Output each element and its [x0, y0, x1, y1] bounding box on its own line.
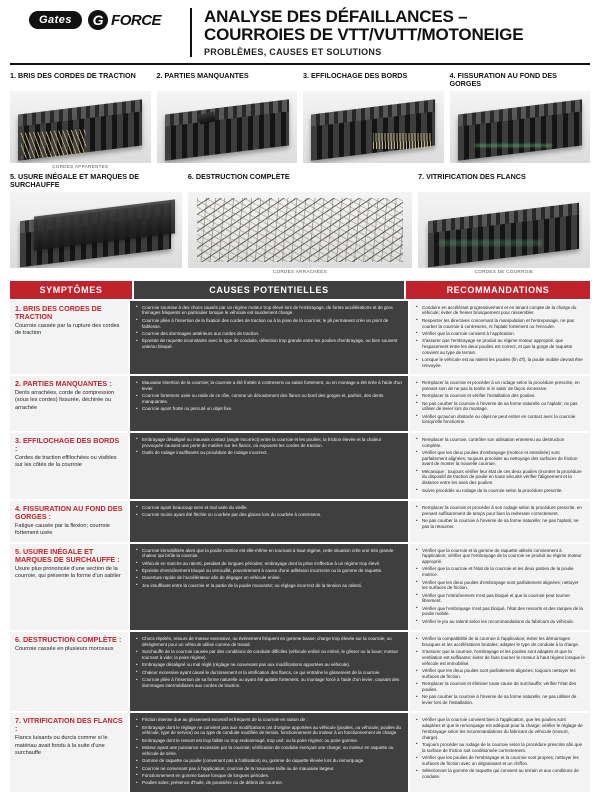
cell-recommendations: [410, 544, 590, 631]
cell-causes: [130, 376, 408, 431]
recommendation-item: • S'assurer que l'embrayage se produit au régime moteur approprié, que l'espacement entre les deux poulies est correct, et que la gorge de raquette convient au type de terrain.: [422, 338, 585, 355]
figure-5-number: 5.: [10, 171, 16, 181]
cause-item: • Épreinte d'entraînement bloqué ou verrouillé, pouvoirement à cause d'une adhésion incorrecte ou la gomme de raquette.: [142, 568, 403, 574]
symptom-description: Dents arrachées, corde de compression (sous les cordes) fissurée, déchirée ou arrachée: [15, 390, 115, 411]
figure-2-caption: [157, 72, 298, 89]
figure-6-title: DESTRUCTION COMPLÈTE: [195, 171, 290, 181]
cell-recommendations: [410, 501, 590, 542]
figure-1-caption: [10, 72, 151, 89]
recommendation-item: • S'assurer que la courroie, l'embrayage et les poulies sont adaptés et que la ventilation est suffisante; éviter de faire tourner le moteur à haut régime lorsque le véhicule est immobilisé.: [422, 649, 585, 666]
cause-item: • Ouverture rapide de l'accélérateur afin de dégager un véhicule enlisé.: [142, 575, 403, 581]
poster-header: [10, 8, 590, 65]
symptom-description: Cordes de traction effilochées ou visibles sur les côtés de la courroie: [15, 454, 117, 469]
cell-causes: [130, 501, 408, 542]
recommendation-item: • Remplacer la courroie, contrôler son utilisation entretenu au destruction complète.: [422, 437, 585, 449]
symptom-description: Usure plus prononcée d'une section de la courroie, qui présente la forme d'un sablier: [15, 565, 121, 579]
brand-block: [10, 8, 180, 30]
figure-5-caption: [10, 173, 182, 190]
figure-2: [157, 72, 298, 169]
cause-item: • Véhicule en marche au ralenti, pendant de longues périodes; embrayage dont la prise s'effectue à un régime trop élevé.: [142, 561, 403, 567]
cell-causes: [130, 544, 408, 631]
cause-item: • Courroie fortement usée ou raide de ce rôle, comme un déroulement des flancs ou bord des gorges et, parfois, des dents manquantes.: [142, 393, 403, 405]
recommendation-item: • Ne pas courber la courroie à l'inverse de sa forme naturelle; ne pas l'aplatir, ne pas la retourner.: [422, 518, 585, 530]
symptom-description: Flancs luisants ou durcis comme si le matériau avait fondu à la suite d'une surchauffe: [15, 735, 108, 756]
cause-item: • Chaleur excessive ayant causé le durcissement et la vitrification des flancs, ce qui entraîne le glissement de la courroie.: [142, 670, 403, 676]
recommendation-item: • Respecter les directives concernant la manipulation et l'entreposage, ne pas courber la courroie à contresens, ni l'aplatir fortement ou l'enrouler.: [422, 318, 585, 330]
cause-item-list: [135, 437, 403, 456]
cell-recommendations: [410, 433, 590, 499]
symptom-description: Fatigue causée par la flexion; courroie fortement usée: [15, 523, 110, 537]
recommendation-item: • Vérifier que l'entraînement n'est pas bloqué et que la courroie peut tourner librement.: [422, 593, 585, 605]
belt-shape: [428, 202, 579, 267]
cell-symptom: [10, 433, 128, 499]
table-row: [10, 544, 590, 631]
cause-item-list: [135, 548, 403, 589]
cause-item: • Moteur ayant une puissance excessive par la courroie; vérification de conduite exerçant une charge; ou moteur en raquette ou véhicule de série.: [142, 745, 403, 757]
recommendation-item: • Vérifier le jeu au ralenti selon les recommandations du fabricant du véhicule.: [422, 619, 585, 625]
cell-causes: [130, 433, 408, 499]
recommendation-item-list: [415, 380, 585, 425]
cell-symptom: [10, 376, 128, 431]
recommendation-item-list: [415, 717, 585, 779]
figure-7-sublabel: CORDES DE COURROIE: [474, 268, 534, 274]
cause-item: • Courroie moins ayant été fléchie ou courbée par des glaces lors du courbée à contresens.: [142, 512, 403, 518]
column-header-causes: CAUSES POTENTIELLES: [134, 281, 404, 299]
cell-causes: [130, 301, 408, 374]
cause-item: • Poulies sales; présence d'huile, de poussière ou de débris de courroie.: [142, 780, 403, 786]
table-row: [10, 632, 590, 711]
cell-symptom: [10, 501, 128, 542]
table-body: [10, 301, 590, 792]
symptom-title: 7. VITRIFICATION DES FLANCS :: [15, 716, 123, 734]
crack-highlight: [475, 144, 552, 147]
cause-item: • Courroie des dommages antérieurs aux cordes de traction.: [142, 331, 403, 337]
page-subtitle: PROBLÈMES, CAUSES ET SOLUTIONS: [204, 46, 382, 57]
table-row: [10, 301, 590, 374]
cause-item: • Courroie ne convenant pas à l'application; courroie de la mauvaise taille ou de mauvaise largeur.: [142, 766, 403, 772]
recommendation-item: • Lorsque le véhicule est au ralenti les poulies (fin d'f), la poulie mobile devrait être renvoyée.: [422, 357, 585, 369]
figure-6-sublabel: CORDES ARRACHÉES: [272, 268, 328, 274]
symptom-title: 4. FISSURATION AU FOND DES GORGES :: [15, 503, 123, 521]
cell-recommendations: [410, 301, 590, 374]
cause-item: • Épreinte de raquette inconstante avec le type de conduite, détection trop grande entre les poulies d'embrayage, ou bien souvent unie/ou bloqué.: [142, 338, 403, 350]
recommendation-item: • Vérifier que la courroie convient à l'application.: [422, 331, 585, 337]
table-row: [10, 433, 590, 499]
symptom-title: 2. PARTIES MANQUANTES :: [15, 379, 112, 389]
recommendation-item: • Vérifier que l'embrayage n'est pas bloqué, l'état des ressorts et des rampes de la poulie mobile.: [422, 606, 585, 618]
figure-5-title: USURE INÉGALE ET MARQUES DE SURCHAUFFE: [10, 171, 140, 189]
cause-item: • Courroie pliée à l'insertion de sa forme naturelle ou ayant été aplatie fortement, ou montage forcé à l'aide d'un levier, causant des dommages intermédiaires aux cordes de traction.: [142, 677, 403, 689]
figure-row-2: [10, 173, 590, 274]
cell-symptom: [10, 301, 128, 374]
gforce-label: FORCE: [111, 11, 162, 29]
recommendation-item: • Vérifier que la courroie convient bien à l'application, que les poulies sont adaptées et que le remorquage est adéquat pour la charge; vérifier le réglage de l'embrayage selon les recommandations du fabricant du véhicule (ressort, charge).: [422, 717, 585, 740]
figure-1-title: BRIS DES CORDES DE TRACTION: [18, 70, 136, 80]
table-row: [10, 713, 590, 791]
cause-item: • Gomme de raquette ou poulie (convenant pas à l'utilisation) ou, gomme de raquette élevée lors du remorquage.: [142, 758, 403, 764]
figure-1: [10, 72, 151, 169]
recommendation-item: • Vérifier la compatibilité de la courroie à l'application; éviter les démarrages brusques et les accélérations brutales; adapter le type de conduite à la charge.: [422, 636, 585, 648]
figure-7: [418, 173, 590, 274]
cell-recommendations: [410, 376, 590, 431]
figure-7-caption: [418, 173, 590, 190]
symptom-title: 5. USURE INÉGALE ET MARQUES DE SURCHAUFFE :: [15, 546, 120, 564]
recommendation-item: • Ne pas courber la courroie à l'inverse de sa forme naturelle ou l'aplatir; ne pas utiliser de levier lors du montage.: [422, 401, 585, 413]
recommendation-item: • Toujours procéder au rodage de la courroie selon la procédure prescrite afin que la surface de friction soit conditionnée correctement.: [422, 742, 585, 754]
cell-recommendations: [410, 713, 590, 791]
recommendation-item: • Suivre procédés ou rodage de la courroie selon la procédure prescrite.: [422, 488, 585, 494]
recommendation-item: • Conduire en accélérant progressivement et en tenant compte de la charge du véhicule; éviter de freiner brusquement pour rassembler.: [422, 305, 585, 317]
cause-item: • Outils de rodage insuffisants ou procédure de rodage incorrect.: [142, 450, 403, 456]
figure-3-caption: [303, 72, 444, 89]
cell-recommendations: [410, 632, 590, 711]
broken-cords-detail: [21, 129, 87, 158]
cause-item: • Courroie ayant frotté ou percuté un objet fixe.: [142, 406, 403, 412]
figure-2-number: 2.: [156, 70, 163, 80]
cause-item: • Embrayage désaligné ou mauvais contact (angle incorrect) entre la courroie et les poulies; la friction élevée et la chaleur provoquée causent une perte de matière sur les flancs, où exposent les cordes de traction.: [142, 437, 403, 449]
recommendation-item: • Remplacer la courroie et vérifier l'installation des poulies.: [422, 393, 585, 399]
recommendation-item: • Vérifier que la courroie et la gomme de raquette utilisés conviennent à l'application; vérifier que l'embrayage de la courroie se produit au régime moteur approprié.: [422, 548, 585, 565]
recommendation-item: • Remplacer la courroie et procéder à un rodage selon la procédure prescrite, en prenant soin de ne pas la tordre ni le saisir de façon excessive.: [422, 380, 585, 392]
figure-7-title: VITRIFICATION DES FLANCS: [426, 171, 526, 181]
figure-7-image: [418, 192, 590, 268]
figure-5-image: [10, 192, 182, 268]
figure-3-number: 3.: [303, 70, 309, 80]
table-row: [10, 376, 590, 431]
figure-4-caption: [450, 72, 591, 89]
belt-shape: [165, 99, 289, 160]
cause-item: • Courroie ayant beaucoup servi et mal usée du vieille.: [142, 505, 403, 511]
belt-shape: [311, 99, 435, 160]
figure-5: [10, 173, 182, 274]
symptom-title: 3. EFFILOCHAGE DES BORDS :: [15, 435, 120, 453]
belt-shape: [458, 99, 582, 160]
figure-3-image: [303, 91, 444, 163]
cause-item-list: [135, 636, 403, 688]
cause-item-list: [135, 717, 403, 786]
cause-item: • Mauvaise insertion de la courroie; la courroie a été frottée à contresens ou saisie fortement, ou en montage a été tirée à l'aide d'un levier.: [142, 380, 403, 392]
cause-item: • Surchauffe de la courroie causée par des conditions de conduite difficiles (véhicule enlisé ou enlisé, le glisser ou la boue; moteur tournant à vide; la poire régime).: [142, 649, 403, 661]
cause-item: • Courroie pliée à l'insertion de la fixation des cordes de traction ou à la pose de la courroie; le pli permanent crée un point de faiblesse.: [142, 318, 403, 330]
table-header-row: [10, 281, 590, 299]
recommendation-item: • Sélectionner la gomme de raquette qui convient au terrain et aux conditions de conduite.: [422, 768, 585, 780]
figure-row-1: [10, 72, 590, 169]
recommendation-item-list: [415, 636, 585, 706]
symptom-description: Courroie cassée par la rupture des cordes de traction: [15, 322, 120, 337]
cause-item: • Courroie soumise à des chocs causés par un régime moteur trop élevé lors de l'embrayage, de fortes accélérations et de gros freinages fréquents en particulier lorsque le véhicule est lourdement chargé.: [142, 305, 403, 317]
figure-4-number: 4.: [449, 70, 456, 80]
cause-item-list: [135, 305, 403, 350]
cause-item: • Chocs répétés, retours de moteur excessive, ou événement fréquent en gomme basse; charge trop élevée sur la courroie; ou dérèglement pour un véhicule utilisé comme de travail.: [142, 636, 403, 648]
cause-item: • Embrayage désaligné ou mal réglé (réglage ne convenant pas aux modifications apportées au véhicule).: [142, 662, 403, 668]
cell-causes: [130, 632, 408, 711]
recommendation-item-list: [415, 437, 585, 494]
figure-1-image: [10, 91, 151, 163]
recommendation-item: • Vérifier que les deux poulies sont parfaitement alignées; toujours nettoyer les surfaces de friction.: [422, 668, 585, 680]
recommendation-item: • Remplacer la courroie et éliminer toute cause de surchauffe; vérifier l'état des poulies.: [422, 681, 585, 693]
gforce-logo: [88, 10, 161, 30]
figure-7-number: 7.: [418, 171, 425, 181]
table-row: [10, 501, 590, 542]
figure-4-title: FISSURATION AU FOND DES GORGES: [449, 70, 557, 88]
figure-3: [303, 72, 444, 169]
recommendation-item: • Remplacer la courroie et procéder à son rodage selon la procédure prescrite, en prenant suffisamment de temps pour bien la redresser correctement.: [422, 505, 585, 517]
gates-logo: Gates: [29, 11, 82, 29]
figure-4-image: [450, 91, 591, 163]
gforce-g-icon: G: [88, 10, 108, 30]
cell-symptom: [10, 544, 128, 631]
cause-item: • Fonctionnement en gomme basse lorsque de longues périodes.: [142, 773, 403, 779]
cause-item: • Courroie immobilisée alors que la poulie motrice est elle-même en tournant à haut régime, cette situation crée une très grande chaleur qui brûle la courroie.: [142, 548, 403, 560]
figure-4: [450, 72, 591, 169]
cause-item-list: [135, 380, 403, 412]
title-block: [190, 8, 590, 57]
cause-item-list: [135, 505, 403, 518]
page-title-line2: COURROIES DE VTT/VUTT/MOTONEIGE: [204, 24, 524, 44]
analysis-table: [10, 281, 590, 792]
recommendation-item: • Ne pas courber la courroie à l'inverse de sa forme naturelle, ne pas utiliser de levier lors de l'installation.: [422, 694, 585, 706]
recommendation-item: • Vérifier que la courroie et l'état de la courroie et les deux parties de la poulie motrice.: [422, 566, 585, 578]
glazed-sidewall-highlight: [439, 240, 542, 246]
recommendation-item: • Mécanique : toujours vérifier leur état de ces deux poulies (montrer la procédure du dispositif de traction de poulie en toute sécurité vérifier l'alignement et la distance entre les axes des poulies.: [422, 469, 585, 486]
cell-symptom: [10, 713, 128, 791]
recommendation-item: • Vérifier qu'aucun obstacle ou objet ne peut entrer en contact avec la courroie lorsqu'elle fonctionne.: [422, 414, 585, 426]
recommendation-item-list: [415, 505, 585, 530]
cell-symptom: [10, 632, 128, 711]
figure-1-sublabel: CORDES APPARENTES: [52, 163, 109, 169]
recommendation-item: • Vérifier que les deux poulies d'embrayage (motrice et entraînée) sont parfaitement alignées; toujours procéder au nettoyage des surfaces de friction avant de monter la nouvelle courroie.: [422, 450, 585, 467]
page-title-line1: ANALYSE DES DÉFAILLANCES –: [204, 7, 468, 26]
figure-2-image: [157, 91, 298, 163]
column-header-symptoms: SYMPTÔMES: [10, 281, 132, 299]
cause-item: • Embrayage dont le réglage ne convient pas aux modifications ont d'origine apportées au véhicule (poulies, ou véhicule; poulies du véhicule, type de service) ou ou type de conduite modifiée de terrain, fonctionnement du moteur à un fonctionnement de charge.: [142, 725, 403, 737]
cause-item: • Friction intense due au glissement excessif et fréquent de la courroie en raison de :: [142, 717, 403, 723]
figure-2-title: PARTIES MANQUANTES: [164, 70, 249, 80]
symptom-description: Courroie cassée en plusieurs morceaux: [15, 646, 114, 653]
figure-6-caption: [188, 173, 412, 190]
recommendation-item: • Vérifier que les poulies de l'embrayage et la courroie sont propres; nettoyer les surfaces de friction avec un dégraissant et un chiffon.: [422, 755, 585, 767]
recommendation-item: • Vérifier que les deux poulies d'embrayage sont parfaitement alignées; nettoyer les surfaces de friction.: [422, 580, 585, 592]
figure-6: [188, 173, 412, 274]
cell-causes: [130, 713, 408, 791]
recommendation-item-list: [415, 305, 585, 369]
figure-6-number: 6.: [187, 171, 194, 181]
figure-3-title: EFFILOCHAGE DES BORDS: [311, 70, 408, 80]
cause-item: • Embrayage dont le ressort est trop faible ou trop endommagé, trop usé; ou la poire régime; ou poire gomme.: [142, 738, 403, 744]
column-header-recommendations: RECOMMANDATIONS: [406, 281, 590, 299]
recommendation-item-list: [415, 548, 585, 625]
symptom-title: 1. BRIS DES CORDES DE TRACTION: [15, 303, 102, 321]
cause-item: • Jeu insuffisant entre la courroie et la partie de la poulie mouvante; ou réglage incorrect de la tension au ralenti.: [142, 583, 403, 589]
figure-6-image: [188, 192, 412, 268]
symptom-title: 6. DESTRUCTION COMPLÈTE :: [15, 635, 122, 645]
frayed-edge-detail: [373, 133, 432, 149]
destroyed-belt-detail: [197, 198, 403, 262]
figure-1-number: 1.: [10, 70, 16, 80]
